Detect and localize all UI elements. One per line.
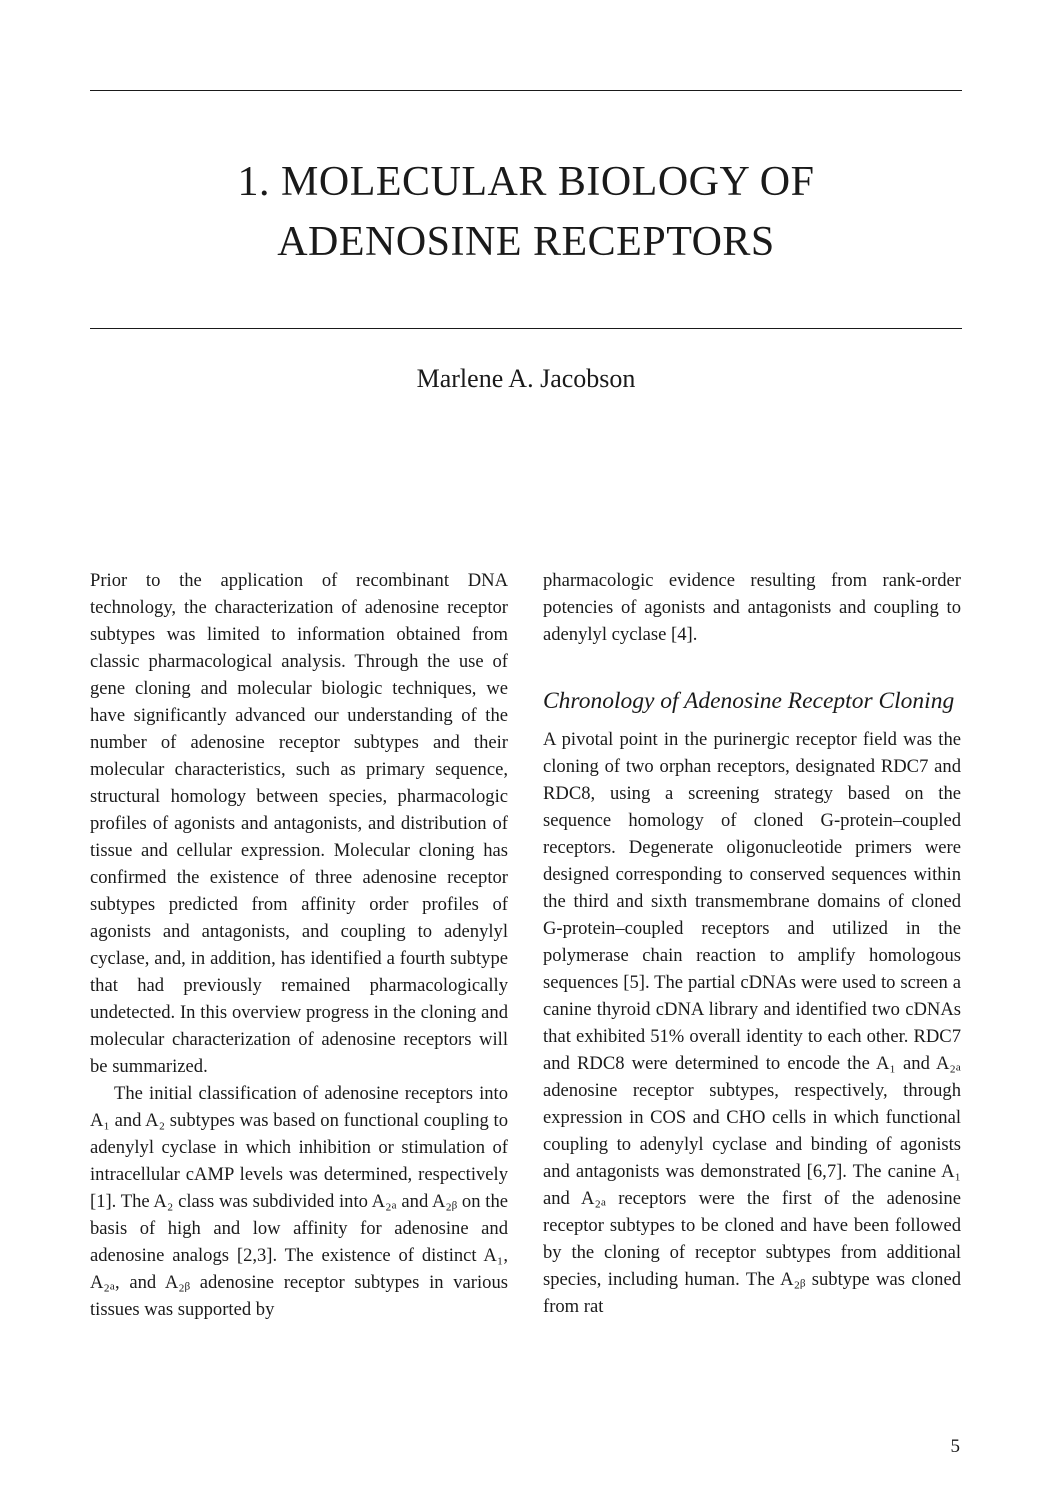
left-column [90, 567, 508, 1323]
top-rule [90, 90, 962, 91]
author-name: Marlene A. Jacobson [416, 364, 636, 393]
paragraph: pharmacologic evidence resulting from rank-order potencies of agonists and antagonists and coupling to adenylyl cyclase [4]. [543, 570, 961, 645]
title-rule [90, 328, 962, 329]
chapter-title [90, 152, 962, 272]
section-heading: Chronology of Adenosine Receptor Cloning [543, 688, 955, 714]
paragraph: Prior to the application of recombinant DNA technology, the characterization of adenosine receptor subtypes was limited to information obtained from classic pharmacological analysis. Through the use of gene cloning and molecular biologic techniques, we have significantly advanced our understanding of the number of adenosine receptor subtypes and their molecular characteristics, such as primary sequence, structural homology between species, pharmacologic profiles of agonists and antagonists, and distribution of tissue and cellular expression. Molecular cloning has confirmed the existence of three adenosine receptor subtypes predicted from affinity order profiles of agonists and antagonists, and coupling to adenylyl cyclase, and, in addition, has identified a fourth subtype that had previously remained pharmacologically undetected. In this overview progress in the cloning and molecular characterization of adenosine receptors will be summarized. [90, 570, 508, 1077]
chapter-title-line-2: ADENOSINE RECEPTORS [277, 219, 775, 265]
paragraph: The initial classification of adenosine receptors into A₁ and A₂ subtypes was based on functional coupling to adenylyl cyclase in which inhibition or stimulation of intracellular cAMP levels was determined, respectively [1]. The A₂ class was subdivided into A₂ₐ and A₂ᵦ on the basis of high and low affinity for adenosine and adenosine analogs [2,3]. The existence of distinct A₁, A₂ₐ, and A₂ᵦ adenosine receptor subtypes in various tissues was supported by [90, 1083, 508, 1320]
chapter-title-line-1: 1. MOLECULAR BIOLOGY OF [237, 159, 815, 205]
page-number: 5 [950, 1436, 960, 1457]
right-column [543, 567, 961, 1320]
paragraph: A pivotal point in the purinergic receptor field was the cloning of two orphan receptors, designated RDC7 and RDC8, using a screening strategy based on the sequence homology of cloned G-protein–coupled receptors. Degenerate oligonucleotide primers were designed corresponding to conserved sequences within the third and sixth transmembrane domains of cloned G-protein–coupled receptors and utilized in the polymerase chain reaction to amplify homologous sequences [5]. The partial cDNAs were used to screen a canine thyroid cDNA library and identified two cDNAs that exhibited 51% overall identity to each other. RDC7 and RDC8 were determined to encode the A₁ and A₂ₐ adenosine receptor subtypes, respectively, through expression in COS and CHO cells in which functional coupling to adenylyl cyclase and binding of agonists and antagonists was demonstrated [6,7]. The canine A₁ and A₂ₐ receptors were the first of the adenosine receptor subtypes to be cloned and have been followed by the cloning of receptor subtypes from additional species, including human. The A₂ᵦ subtype was cloned from rat [543, 729, 961, 1317]
